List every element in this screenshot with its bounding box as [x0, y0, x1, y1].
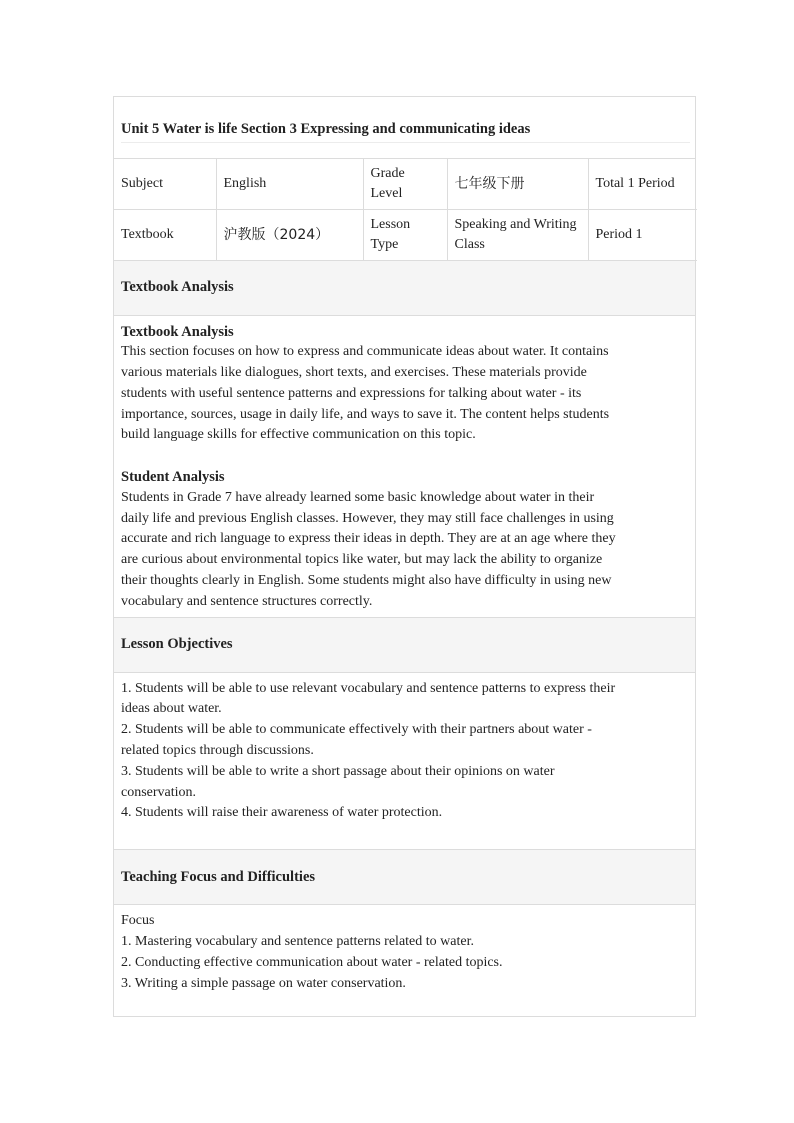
text-line: various materials like dialogues, short texts, and exercises. These materials provide	[121, 365, 587, 381]
grade-label: Grade Level	[363, 159, 447, 209]
lesson-objectives-body	[114, 673, 695, 851]
text-line: accurate and rich language to express their ideas in depth. They are at an age where they	[121, 531, 616, 547]
lesson-info-table	[114, 159, 697, 261]
title-divider	[121, 142, 690, 143]
info-row-2	[114, 209, 697, 260]
objective-line: 3. Students will be able to write a short passage about their opinions on water	[121, 763, 555, 779]
period-value: Period 1	[588, 209, 697, 260]
paragraph-gap	[121, 446, 688, 467]
total-periods: Total 1 Period	[588, 159, 697, 209]
title-row	[114, 97, 695, 159]
text-line: are curious about environmental topics like water, but may lack the ability to organize	[121, 552, 603, 568]
text-line: vocabulary and sentence structures correctly.	[121, 593, 373, 609]
text-line: daily life and previous English classes. However, they may still face challenges in using	[121, 510, 614, 526]
subject-label: Subject	[114, 159, 216, 209]
subject-value: English	[216, 159, 363, 209]
student-analysis-subheading: Student Analysis	[121, 469, 225, 486]
objective-line: 4. Students will raise their awareness of water protection.	[121, 805, 443, 821]
text-line: Students in Grade 7 have already learned some basic knowledge about water in their	[121, 489, 595, 505]
textbook-value: 沪教版（2024）	[216, 209, 363, 260]
text-line: students with useful sentence patterns and expressions for talking about water - its	[121, 385, 582, 401]
textbook-analysis-header: Textbook Analysis	[114, 261, 695, 316]
lesson-type-value: Speaking and Writing Class	[447, 209, 588, 260]
text-line: their thoughts clearly in English. Some students might also have difficulty in using new	[121, 573, 612, 589]
lesson-plan-document	[113, 96, 696, 1017]
focus-line: Focus	[121, 913, 155, 929]
textbook-label: Textbook	[114, 209, 216, 260]
document-title: Unit 5 Water is life Section 3 Expressing and communicating ideas	[121, 121, 531, 137]
lesson-type-label: Lesson Type	[363, 209, 447, 260]
grade-value: 七年级下册	[447, 159, 588, 209]
lesson-objectives-header: Lesson Objectives	[114, 618, 695, 673]
focus-line: 3. Writing a simple passage on water conservation.	[121, 975, 406, 991]
objective-line: 2. Students will be able to communicate effectively with their partners about water -	[121, 722, 592, 738]
objective-line: related topics through discussions.	[121, 743, 314, 759]
objective-line: ideas about water.	[121, 701, 222, 717]
info-row-1	[114, 159, 697, 209]
text-line: build language skills for effective communication on this topic.	[121, 427, 476, 443]
teaching-focus-body	[114, 905, 695, 1016]
focus-line: 2. Conducting effective communication about water - related topics.	[121, 954, 503, 970]
text-line: importance, sources, usage in daily life, and ways to save it. The content helps students	[121, 406, 610, 422]
text-line: This section focuses on how to express and communicate ideas about water. It contains	[121, 344, 609, 360]
focus-line: 1. Mastering vocabulary and sentence patterns related to water.	[121, 934, 474, 950]
textbook-analysis-body	[114, 316, 695, 618]
objective-line: conservation.	[121, 784, 197, 800]
objective-line: 1. Students will be able to use relevant vocabulary and sentence patterns to express their	[121, 680, 616, 696]
textbook-analysis-subheading: Textbook Analysis	[121, 323, 234, 340]
teaching-focus-header: Teaching Focus and Difficulties	[114, 850, 695, 905]
